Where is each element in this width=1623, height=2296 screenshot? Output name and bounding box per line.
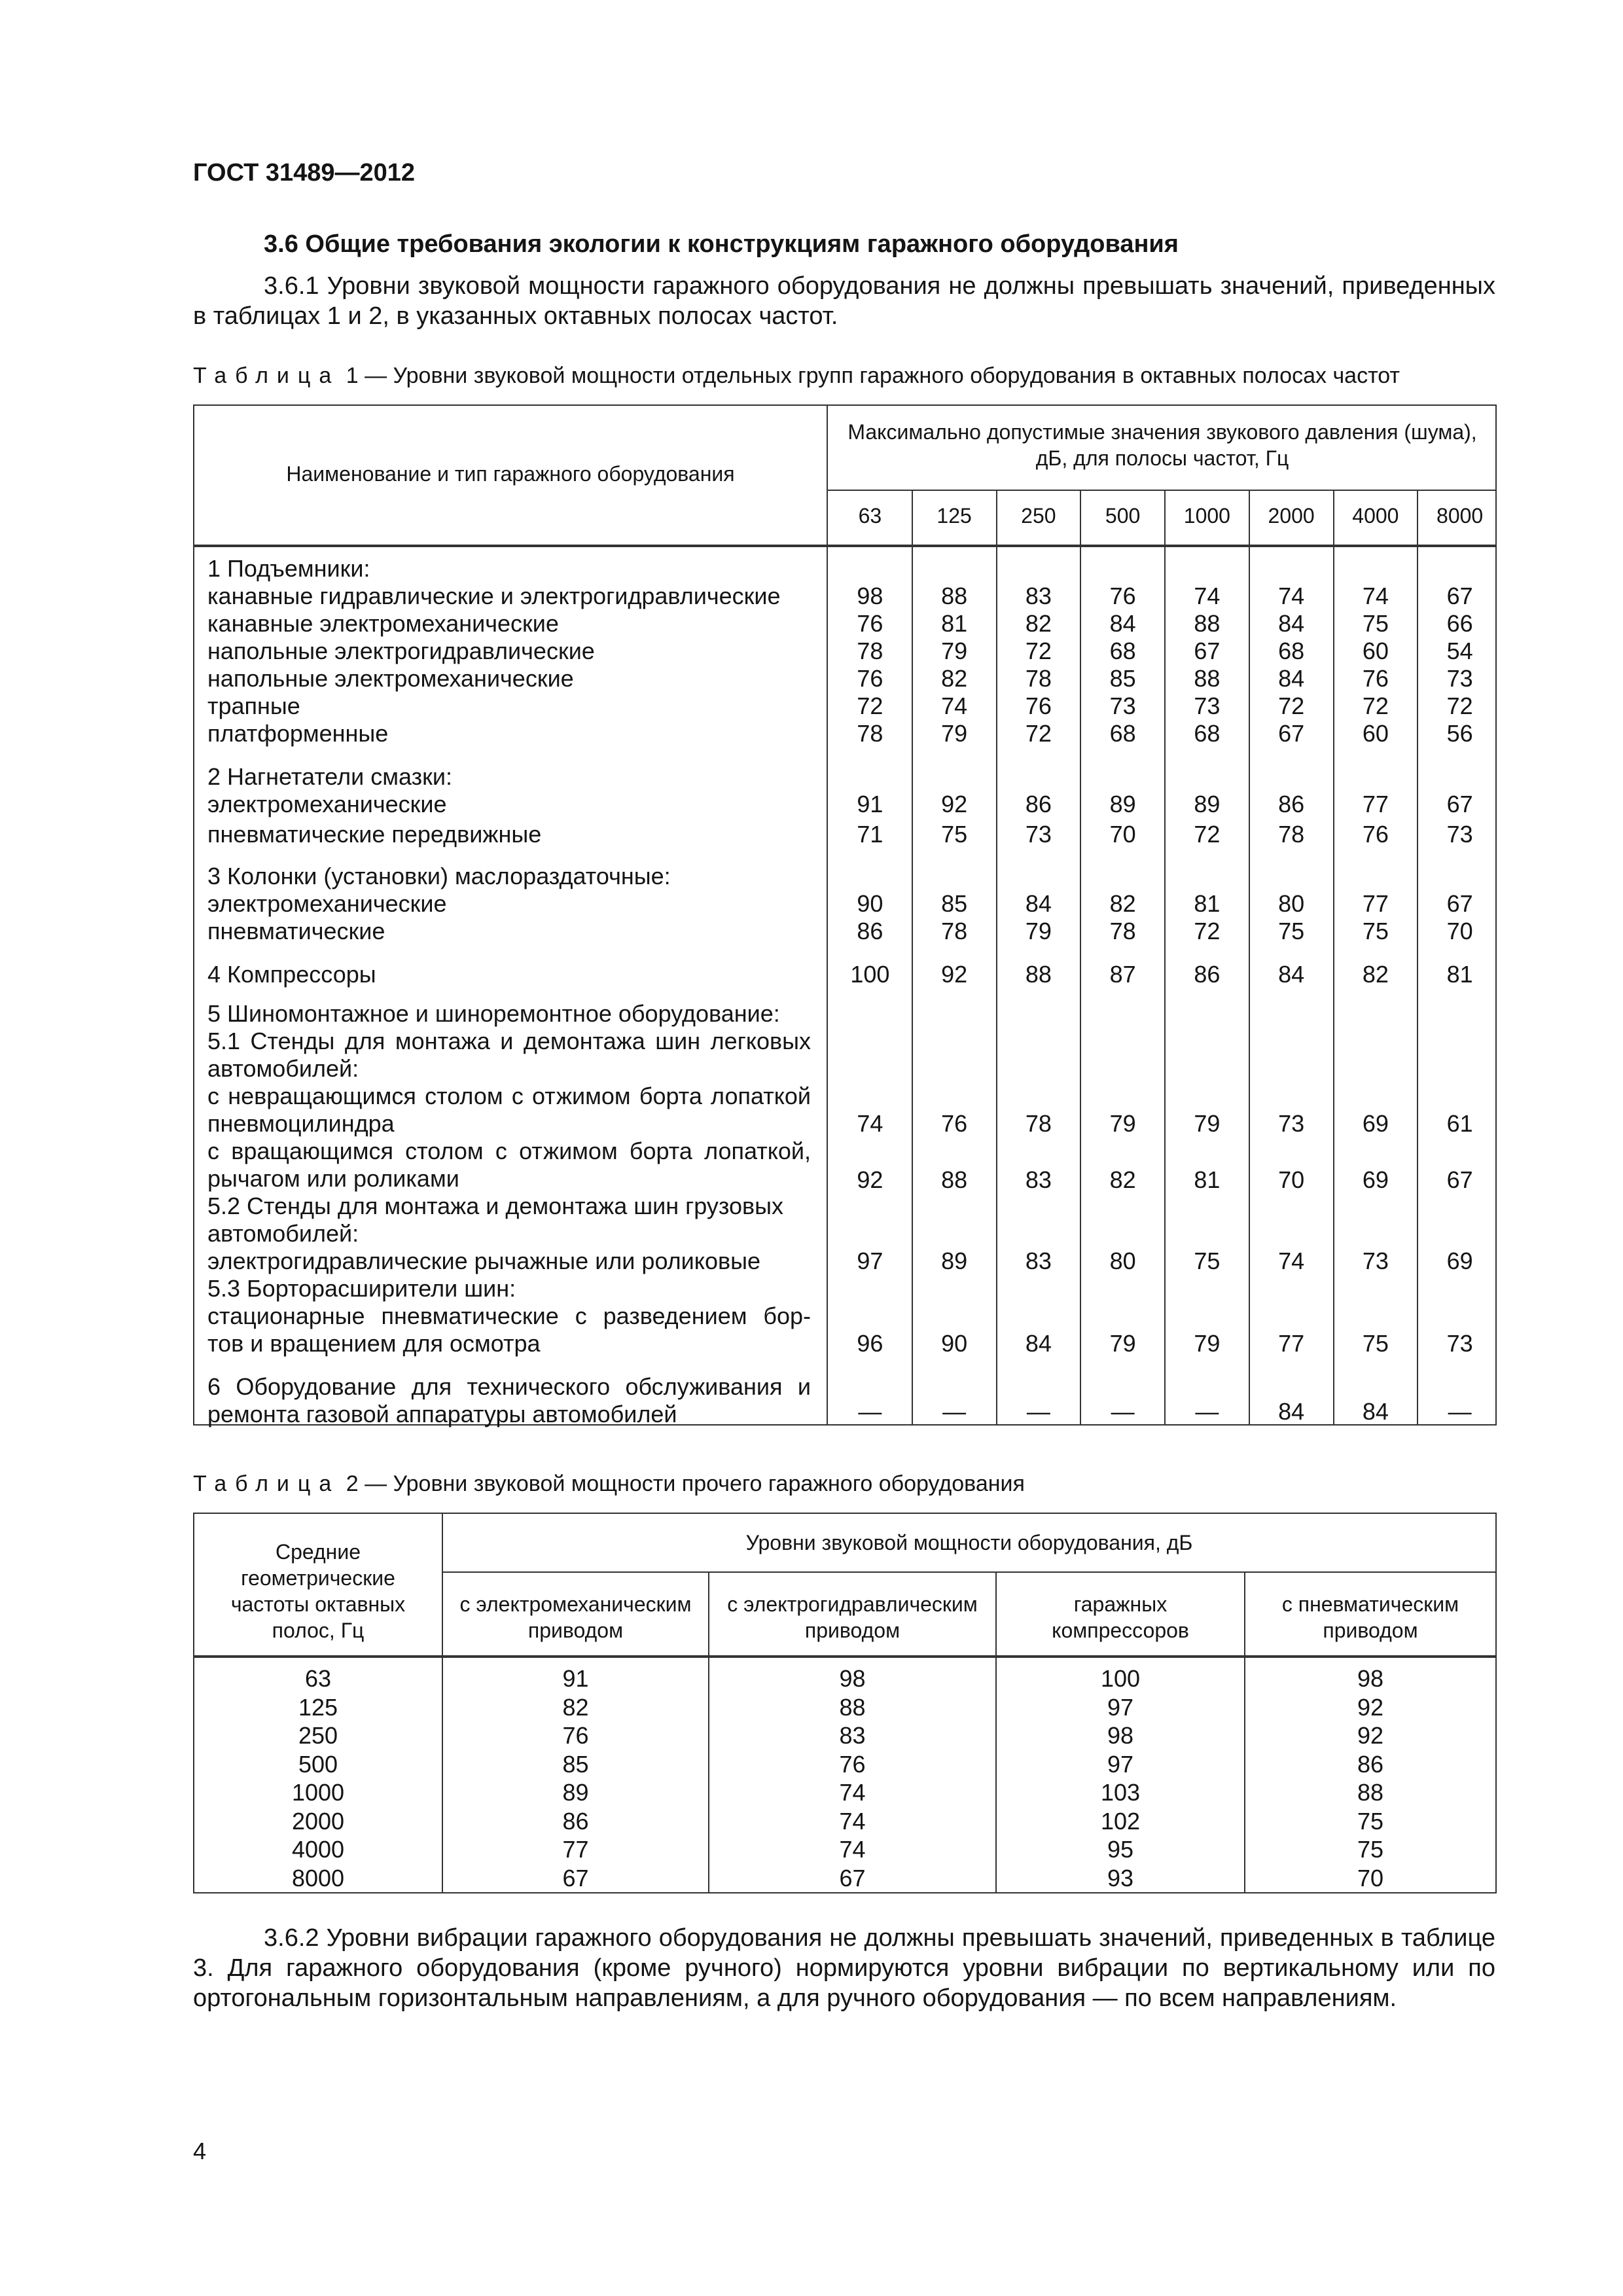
table1-cell: 66 — [1446, 610, 1473, 637]
table1-cell: 73 — [1446, 1330, 1473, 1357]
table1-cell: 77 — [1362, 791, 1389, 817]
table1-group-title: 6 Оборудование для технического обслуживания и — [207, 1373, 811, 1400]
table1-row-name: пневматические передвижные — [207, 821, 542, 848]
table1-freq-header: 125 — [936, 504, 972, 528]
table1-cell: 70 — [1109, 821, 1136, 848]
table1-cell: 75 — [1362, 610, 1389, 637]
table1-cell: 68 — [1194, 720, 1221, 747]
table1-cell: 73 — [1278, 1110, 1305, 1137]
table2-cell: 95 — [1107, 1836, 1134, 1863]
table1-group-title: 5.2 Стенды для монтажа и демонтажа шин грузовых — [207, 1193, 784, 1219]
table2-cell: 82 — [562, 1693, 589, 1721]
table1-cell: 69 — [1362, 1110, 1389, 1137]
table1-row-name: пневмоцилиндра — [207, 1110, 395, 1137]
table1-cell: 76 — [1362, 665, 1389, 692]
table2-cell: 67 — [839, 1864, 866, 1892]
table1-cell: 67 — [1194, 637, 1221, 664]
table1-cell: 89 — [1109, 791, 1136, 817]
table1-cell: 84 — [1278, 961, 1305, 988]
table1-cell: 75 — [1362, 1330, 1389, 1357]
table2-subheader-line: с электрогидравлическим — [727, 1592, 978, 1616]
table1-row-name: тов и вращением для осмотра — [207, 1330, 541, 1357]
table2-cell: 75 — [1357, 1807, 1384, 1835]
table2-cell: 77 — [562, 1836, 589, 1863]
table1-group-title: 2 Нагнетатели смазки: — [207, 763, 452, 790]
table2-cell: 92 — [1357, 1722, 1384, 1749]
table2-freq-cell: 4000 — [291, 1836, 345, 1863]
table1-row-name: напольные электромеханические — [207, 665, 574, 692]
table1-cell: 90 — [857, 890, 883, 917]
document-header: ГОСТ 31489—2012 — [193, 159, 416, 187]
table2-cell: 86 — [1357, 1750, 1384, 1778]
table2-cell: 75 — [1357, 1836, 1384, 1863]
table1-cell: 88 — [941, 1166, 968, 1193]
table2-cell: 103 — [1100, 1779, 1141, 1806]
table2-cell: 85 — [562, 1750, 589, 1778]
table1-cell: 90 — [941, 1330, 968, 1357]
table1-cell: 72 — [1278, 692, 1305, 719]
table1-cell: 81 — [1446, 961, 1473, 988]
table2-column-compressors — [997, 1664, 1244, 1892]
table1-cell: 72 — [1025, 720, 1052, 747]
table2-freq-header-line: Средние — [275, 1540, 361, 1564]
table1-cell: 83 — [1025, 583, 1052, 609]
table1-cell: — — [1111, 1398, 1135, 1425]
table1-row-name: электромеханические — [207, 890, 447, 917]
table1-cell: 79 — [1194, 1110, 1221, 1137]
table1-freq-header: 63 — [858, 504, 882, 528]
table1-cell: 88 — [1194, 610, 1221, 637]
table2-cell: 74 — [839, 1836, 866, 1863]
table2-subheader-line: приводом — [1323, 1619, 1418, 1642]
table1-row-name: электрогидравлические рычажные или роликовые — [207, 1247, 760, 1274]
table2-caption-label: Таблица — [193, 1471, 340, 1496]
table1-cell: 74 — [1278, 1247, 1305, 1274]
table2-freq-header — [194, 1539, 442, 1643]
table1-cell: 89 — [1194, 791, 1221, 817]
table2-subheader-electrohydr — [709, 1591, 995, 1643]
table1-cell: — — [1195, 1398, 1219, 1425]
table2-cell: 74 — [839, 1807, 866, 1835]
table2-freq-cell: 500 — [298, 1750, 338, 1778]
table1-cell: — — [858, 1398, 882, 1425]
table2-freq-cell: 1000 — [291, 1779, 345, 1806]
table1-cell: 85 — [941, 890, 968, 917]
table1-cell: 92 — [941, 961, 968, 988]
table2-freq-cell: 2000 — [291, 1807, 345, 1835]
table2-freq-cell: 63 — [304, 1665, 332, 1692]
table2-freq-header-line: частоты октавных — [230, 1592, 406, 1616]
table1-cell: 78 — [1278, 821, 1305, 848]
table1-cell: 79 — [1025, 918, 1052, 944]
table1-cell: 76 — [857, 610, 883, 637]
table2-column-pneumatic — [1245, 1664, 1495, 1892]
table2-cell: 89 — [562, 1779, 589, 1806]
table1-freq-header: 1000 — [1183, 504, 1230, 528]
table1-cell: 71 — [857, 821, 883, 848]
table2-subheader-compressors — [997, 1591, 1244, 1643]
table2-cell: 92 — [1357, 1693, 1384, 1721]
table1-cell: 82 — [1109, 1166, 1136, 1193]
table2-freq-cell: 8000 — [291, 1864, 345, 1892]
table2-cell: 76 — [562, 1722, 589, 1749]
table1-cell: 72 — [857, 692, 883, 719]
table1-cell: 86 — [1278, 791, 1305, 817]
table1-cell: 76 — [1025, 692, 1052, 719]
paragraph-3-6-1-text: 3.6.1 Уровни звуковой мощности гаражного оборудования не должны превышать значений, приведенных в таблицах 1 и 2, в указанных октавных полосах частот. — [193, 272, 1495, 330]
table1-cell: 73 — [1194, 692, 1221, 719]
table1-caption-label: Таблица — [193, 363, 340, 388]
table1-cell: 75 — [1362, 918, 1389, 944]
table1-cell: 72 — [1025, 637, 1052, 664]
table1-cell: 78 — [1025, 665, 1052, 692]
table1-cell: 70 — [1446, 918, 1473, 944]
table1-cell: 67 — [1446, 1166, 1473, 1193]
table1-cell: 79 — [1109, 1110, 1136, 1137]
table1-cell: 82 — [1362, 961, 1389, 988]
table1-cell: — — [1448, 1398, 1472, 1425]
table2-cell: 98 — [839, 1665, 866, 1692]
table2-freq-header-line: геометрические — [241, 1566, 395, 1590]
table1-cell: 91 — [857, 791, 883, 817]
table2-cell: 70 — [1357, 1864, 1384, 1892]
table1-cell: 87 — [1109, 961, 1136, 988]
table2-cell: 74 — [839, 1779, 866, 1806]
table1-cell: 76 — [1109, 583, 1136, 609]
table2-cell: 83 — [839, 1722, 866, 1749]
table1-cell: 74 — [1194, 583, 1221, 609]
table1-cell: 84 — [1278, 610, 1305, 637]
table1-row-name: напольные электрогидравлические — [207, 637, 595, 664]
section-title: 3.6 Общие требования экологии к конструкциям гаражного оборудования — [264, 230, 1179, 258]
table1-cell: 86 — [857, 918, 883, 944]
table1-cell: 70 — [1278, 1166, 1305, 1193]
table1-cell: 88 — [1025, 961, 1052, 988]
table1-cell: 86 — [1194, 961, 1221, 988]
table1-cell: 81 — [1194, 1166, 1221, 1193]
table1-row-name: рычагом или роликами — [207, 1165, 459, 1192]
table1-row-name: платформенные — [207, 720, 389, 747]
table1-cell: 75 — [941, 821, 968, 848]
table2-cell: 76 — [839, 1750, 866, 1778]
table2-freq-header-line: полос, Гц — [272, 1619, 365, 1642]
table1-group-subtitle: 5.1 Стенды для монтажа и демонтажа шин легковых — [207, 1028, 811, 1054]
paragraph-3-6-2-text: 3.6.2 Уровни вибрации гаражного оборудования не должны превышать значений, приведенных в таблице 3. Для гаражного оборудования (кроме ручного) нормируются уровни вибрации по вертикальному или по ортогональным горизонтальным направлениям, а для ручного оборудования — по всем направлениям. — [193, 1924, 1495, 2012]
table2-subheader-line: приводом — [804, 1619, 901, 1642]
table1-cell: 79 — [941, 720, 968, 747]
table1-cell: 73 — [1446, 665, 1473, 692]
table1-row-name: канавные электромеханические — [207, 610, 559, 637]
table1-cell: 72 — [1194, 918, 1221, 944]
table1-row-name: канавные гидравлические и электрогидравлические — [207, 583, 781, 609]
table1-cell: 60 — [1362, 720, 1389, 747]
table1-cell: 79 — [1109, 1330, 1136, 1357]
table1-cell: 92 — [857, 1166, 883, 1193]
table1-cell: 92 — [941, 791, 968, 817]
table1-cell: 82 — [941, 665, 968, 692]
table1-cell: 67 — [1446, 791, 1473, 817]
table1-cell: 79 — [941, 637, 968, 664]
table1-group-subtitle: автомобилей: — [207, 1055, 359, 1082]
table1-cell: 74 — [941, 692, 968, 719]
table1-cell: 88 — [941, 583, 968, 609]
table2-cell: 97 — [1107, 1750, 1134, 1778]
table1-cell: 100 — [850, 961, 890, 988]
table1-cell: 84 — [1109, 610, 1136, 637]
table1-cell: 68 — [1109, 637, 1136, 664]
table2-cell: 102 — [1100, 1807, 1141, 1835]
table1-cell: 98 — [857, 583, 883, 609]
table1-cell: 72 — [1194, 821, 1221, 848]
table2-cell: 88 — [839, 1693, 866, 1721]
table1-freq-header: 250 — [1021, 504, 1056, 528]
table1-cell: 77 — [1278, 1330, 1305, 1357]
table2 — [193, 1513, 1497, 1893]
table2-column-electromech — [443, 1664, 708, 1892]
table1-cell: 84 — [1362, 1398, 1389, 1425]
paragraph-3-6-2 — [193, 1923, 1495, 2013]
table2-cell: 93 — [1107, 1864, 1134, 1892]
table1-cell: 81 — [1194, 890, 1221, 917]
table1-cell: 73 — [1025, 821, 1052, 848]
table1-cell: 81 — [941, 610, 968, 637]
table1-cell: 73 — [1446, 821, 1473, 848]
table2-subheader-line: приводом — [527, 1619, 624, 1642]
table1-cell: 85 — [1109, 665, 1136, 692]
table1-cell: 56 — [1446, 720, 1473, 747]
table1-group-subtitle: автомобилей: — [207, 1220, 359, 1247]
table2-caption-text: 2 — Уровни звуковой мощности прочего гаражного оборудования — [340, 1471, 1025, 1496]
table1-cell: 73 — [1109, 692, 1136, 719]
table1-cell: 86 — [1025, 791, 1052, 817]
table1-cell: 69 — [1446, 1247, 1473, 1274]
table2-caption — [193, 1471, 1025, 1497]
table1-cell: 72 — [1446, 692, 1473, 719]
table1-cell: 74 — [857, 1110, 883, 1137]
table2-cell: 67 — [562, 1864, 589, 1892]
table1-cell: 84 — [1025, 1330, 1052, 1357]
table1-freq-header: 4000 — [1352, 504, 1399, 528]
table2-cell: 97 — [1107, 1693, 1134, 1721]
table2-subheader-line: с электромеханическим — [459, 1592, 692, 1616]
table1-row-name: 4 Компрессоры — [207, 961, 376, 988]
table2-freq-column — [194, 1664, 442, 1892]
table1-row-name: с вращающимся столом с отжимом борта лопаткой, — [207, 1138, 811, 1164]
table1-cell: 82 — [1109, 890, 1136, 917]
table1-name-header: Наименование и тип гаражного оборудования — [286, 462, 735, 486]
table1-freq-header: 2000 — [1268, 504, 1315, 528]
table1-cell: — — [1026, 1398, 1050, 1425]
table1-cell: 88 — [1194, 665, 1221, 692]
table1-cell: 76 — [941, 1110, 968, 1137]
table1-cell: 77 — [1362, 890, 1389, 917]
table2-subheader-pneumatic — [1245, 1591, 1495, 1643]
table1-cell: — — [942, 1398, 967, 1425]
table1-cell: 73 — [1362, 1247, 1389, 1274]
table2-column-electrohydr — [709, 1664, 995, 1892]
table1-cell: 67 — [1278, 720, 1305, 747]
table1-cell: 72 — [1362, 692, 1389, 719]
table2-group-header: Уровни звуковой мощности оборудования, дБ — [745, 1531, 1193, 1554]
table1-group-title: 3 Колонки (установки) маслораздаточные: — [207, 863, 671, 889]
table1-cell: 74 — [1362, 583, 1389, 609]
table1-cell: 78 — [857, 720, 883, 747]
table2-cell: 91 — [562, 1665, 589, 1692]
table1-cell: 78 — [941, 918, 968, 944]
table1-cell: 76 — [1362, 821, 1389, 848]
table1-cell: 67 — [1446, 583, 1473, 609]
table1-cell: 80 — [1109, 1247, 1136, 1274]
table1-row-name: пневматические — [207, 918, 385, 944]
table1-group-title: 5.3 Борторасширители шин: — [207, 1275, 516, 1302]
table1-cell: 96 — [857, 1330, 883, 1357]
table1-cell: 78 — [1025, 1110, 1052, 1137]
table2-freq-cell: 250 — [298, 1722, 338, 1749]
table1-cell: 69 — [1362, 1166, 1389, 1193]
table1-values-header: Максимально допустимые значения звукового давления (шума), дБ, для полосы частот, Гц — [847, 420, 1477, 470]
table1-row-name: трапные — [207, 692, 300, 719]
table1-freq-header: 500 — [1105, 504, 1141, 528]
table1-cell: 89 — [941, 1247, 968, 1274]
table1-cell: 80 — [1278, 890, 1305, 917]
table1-row-name: стационарные пневматические с разведением бор- — [207, 1302, 811, 1329]
table2-cell: 88 — [1357, 1779, 1384, 1806]
table1-cell: 84 — [1278, 665, 1305, 692]
table1-cell: 61 — [1446, 1110, 1473, 1137]
table2-subheader-electromech — [443, 1591, 708, 1643]
table1-cell: 83 — [1025, 1247, 1052, 1274]
table1-group-title: 5 Шиномонтажное и шиноремонтное оборудование: — [207, 1000, 780, 1027]
table2-subheader-line: гаражных — [1073, 1592, 1168, 1616]
table1-cell: 84 — [1025, 890, 1052, 917]
table1-cell: 54 — [1446, 637, 1473, 664]
page-number: 4 — [193, 2138, 207, 2164]
table1 — [193, 404, 1497, 1426]
table1-row-name: ремонта газовой аппаратуры автомобилей — [207, 1401, 677, 1427]
table1-cell: 74 — [1278, 583, 1305, 609]
table1-freq-header: 8000 — [1436, 504, 1484, 528]
table1-cell: 82 — [1025, 610, 1052, 637]
table1-caption-text: 1 — Уровни звуковой мощности отдельных групп гаражного оборудования в октавных полосах частот — [340, 363, 1400, 388]
table2-subheader-line: компрессоров — [1052, 1619, 1189, 1642]
table2-cell: 86 — [562, 1807, 589, 1835]
table1-cell: 84 — [1278, 1398, 1305, 1425]
table2-cell: 98 — [1357, 1665, 1384, 1692]
table1-cell: 78 — [1109, 918, 1136, 944]
table2-subheader-line: с пневматическим — [1281, 1592, 1459, 1616]
table1-row-name: электромеханические — [207, 791, 447, 817]
table1-cell: 68 — [1278, 637, 1305, 664]
table1-cell: 60 — [1362, 637, 1389, 664]
table1-cell: 75 — [1194, 1247, 1221, 1274]
table1-cell: 67 — [1446, 890, 1473, 917]
table1-cell: 83 — [1025, 1166, 1052, 1193]
table1-cell: 97 — [857, 1247, 883, 1274]
table1-cell: 79 — [1194, 1330, 1221, 1357]
table1-cell: 78 — [857, 637, 883, 664]
table1-cell: 76 — [857, 665, 883, 692]
table2-cell: 100 — [1100, 1665, 1141, 1692]
table2-freq-cell: 125 — [298, 1693, 338, 1721]
table1-caption — [193, 363, 1400, 389]
paragraph-3-6-1 — [193, 271, 1495, 331]
table1-cell: 75 — [1278, 918, 1305, 944]
table1-row-name: с невращающимся столом с отжимом борта лопаткой — [207, 1083, 811, 1109]
table2-cell: 98 — [1107, 1722, 1134, 1749]
table1-group-title: 1 Подъемники: — [207, 555, 370, 582]
table1-cell: 68 — [1109, 720, 1136, 747]
